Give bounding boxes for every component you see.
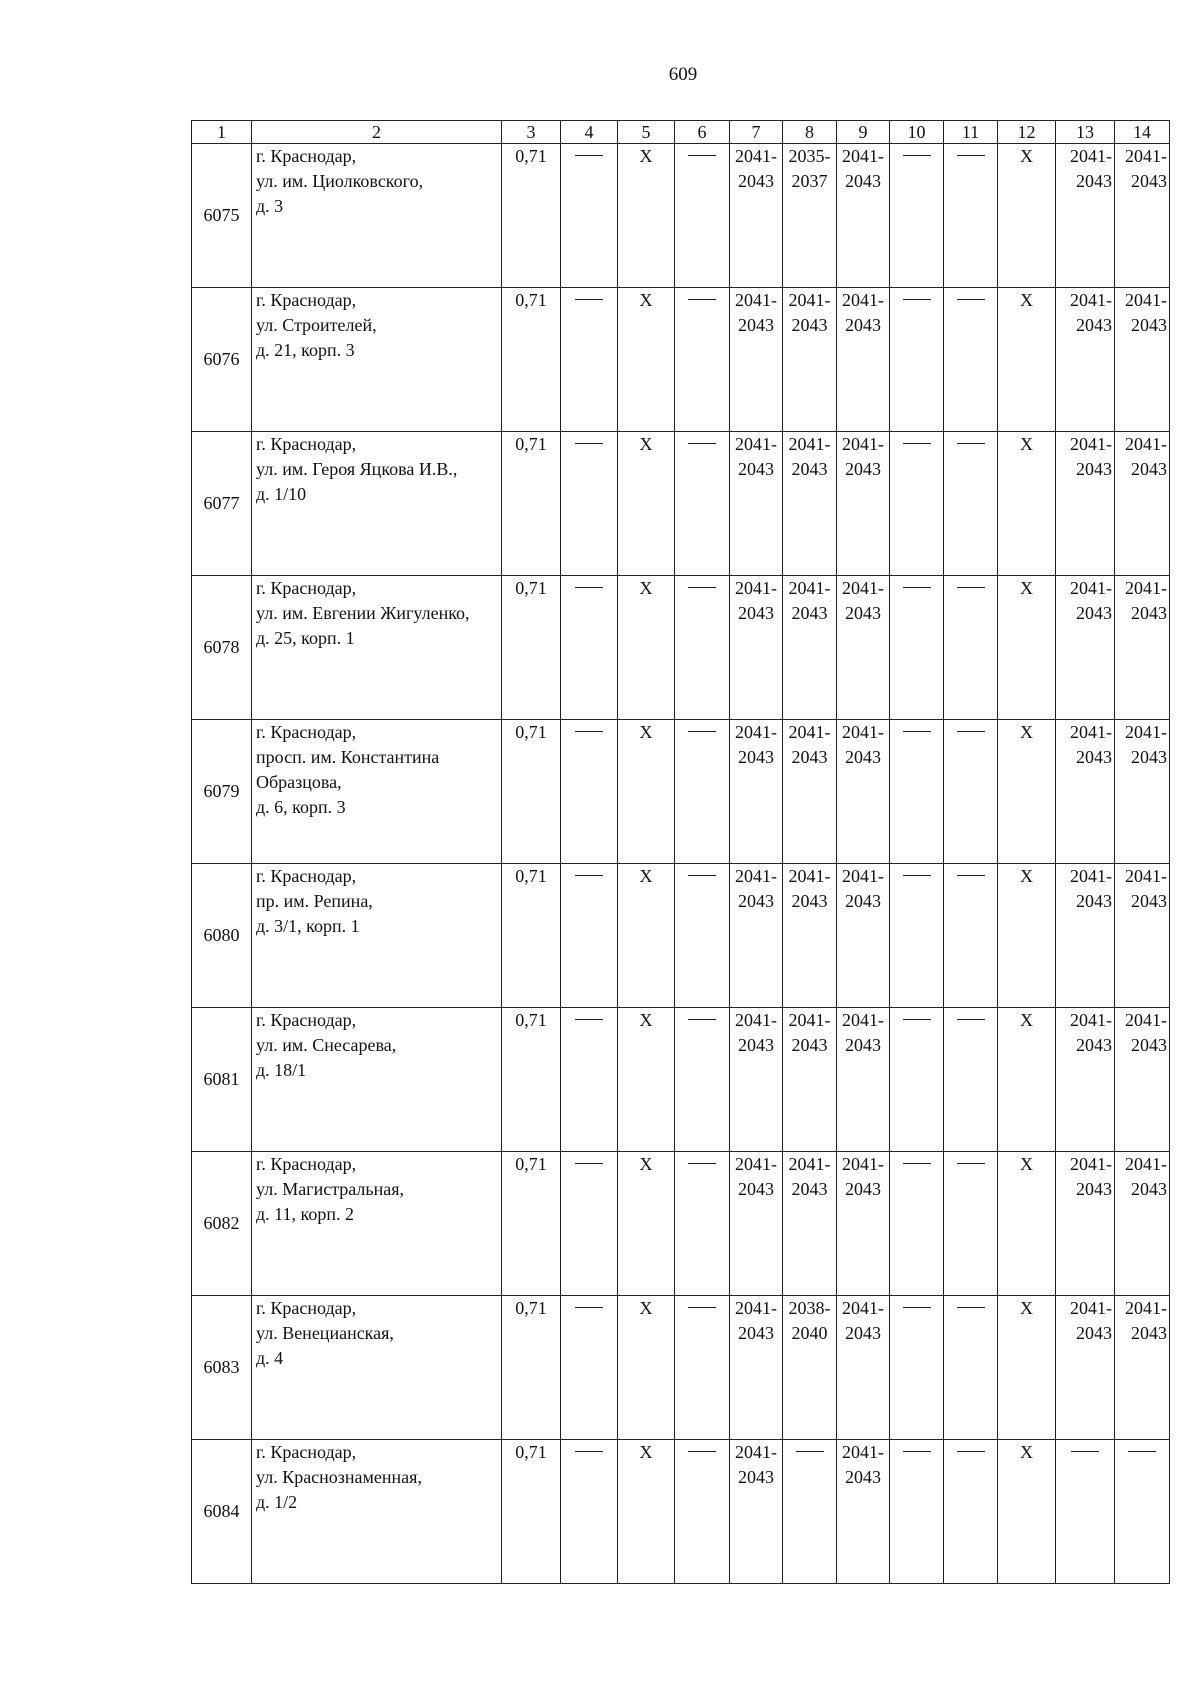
year-range-cell: 2041- 2043 <box>837 1152 890 1296</box>
dash-mark <box>957 875 985 876</box>
year-range-cell: 2041- 2043 <box>837 432 890 576</box>
dash-cell <box>561 432 618 576</box>
x-mark-cell: X <box>618 1008 675 1152</box>
dash-cell <box>561 1296 618 1440</box>
dash-mark <box>903 443 931 444</box>
address-line: ул. Венецианская, <box>256 1323 394 1343</box>
table-row <box>192 144 1170 288</box>
address-cell <box>252 288 502 432</box>
value-cell: 0,71 <box>502 720 561 864</box>
table-row <box>192 576 1170 720</box>
column-number-header <box>192 121 1170 144</box>
row-number: 6083 <box>192 1296 252 1440</box>
address-line: г. Краснодар, <box>256 1298 357 1318</box>
x-mark-cell: X <box>618 288 675 432</box>
dash-mark <box>903 587 931 588</box>
year-range-cell: 2041- 2043 <box>837 288 890 432</box>
year-range-cell: 2041- 2043 <box>1056 720 1115 864</box>
dash-cell <box>675 1152 730 1296</box>
year-range-cell: 2041- 2043 <box>730 1440 783 1584</box>
x-mark-cell: X <box>998 1440 1056 1584</box>
column-header-13: 13 <box>1056 121 1115 144</box>
dash-mark <box>1128 1451 1156 1452</box>
dash-cell <box>944 576 998 720</box>
x-mark-cell: X <box>618 432 675 576</box>
address-cell <box>252 1008 502 1152</box>
dash-mark <box>688 299 716 300</box>
dash-mark <box>688 731 716 732</box>
row-number: 6075 <box>192 144 252 288</box>
year-range-cell: 2041- 2043 <box>837 1296 890 1440</box>
year-range-cell: 2041- 2043 <box>730 864 783 1008</box>
x-mark-cell: X <box>998 864 1056 1008</box>
dash-cell <box>1056 1440 1115 1584</box>
dash-mark <box>903 731 931 732</box>
address-cell <box>252 144 502 288</box>
address-line: д. 18/1 <box>256 1060 307 1080</box>
row-number: 6080 <box>192 864 252 1008</box>
x-mark-cell: X <box>618 1296 675 1440</box>
dash-cell <box>561 1440 618 1584</box>
year-range-cell: 2041- 2043 <box>1115 288 1170 432</box>
table-row <box>192 1440 1170 1584</box>
dash-mark <box>957 299 985 300</box>
year-range-cell: 2041- 2043 <box>1115 432 1170 576</box>
dash-mark <box>688 1451 716 1452</box>
dash-cell <box>675 288 730 432</box>
dash-cell <box>783 1440 837 1584</box>
dash-cell <box>675 864 730 1008</box>
dash-cell <box>561 720 618 864</box>
dash-cell <box>561 864 618 1008</box>
dash-cell <box>675 1440 730 1584</box>
dash-cell <box>944 432 998 576</box>
dash-cell <box>890 576 944 720</box>
dash-cell <box>561 1008 618 1152</box>
dash-cell <box>890 1440 944 1584</box>
table-row <box>192 1152 1170 1296</box>
address-line: д. 4 <box>256 1348 284 1368</box>
x-mark-cell: X <box>998 288 1056 432</box>
table-body <box>192 144 1170 1584</box>
value-cell: 0,71 <box>502 1008 561 1152</box>
year-range-cell: 2041- 2043 <box>730 1008 783 1152</box>
dash-mark <box>688 1307 716 1308</box>
address-line: ул. им. Снесарева, <box>256 1035 397 1055</box>
year-range-cell: 2041- 2043 <box>1115 1296 1170 1440</box>
value-cell: 0,71 <box>502 144 561 288</box>
dash-mark <box>903 875 931 876</box>
dash-mark <box>903 1163 931 1164</box>
table-row <box>192 864 1170 1008</box>
address-line: г. Краснодар, <box>256 722 357 742</box>
dash-mark <box>688 1163 716 1164</box>
dash-mark <box>957 1019 985 1020</box>
year-range-cell: 2041- 2043 <box>730 720 783 864</box>
year-range-cell: 2041- 2043 <box>730 432 783 576</box>
year-range-cell: 2041- 2043 <box>783 720 837 864</box>
address-line: ул. Магистральная, <box>256 1179 405 1199</box>
schedule-table <box>191 120 1170 1584</box>
dash-mark <box>903 1451 931 1452</box>
dash-mark <box>688 155 716 156</box>
year-range-cell: 2041- 2043 <box>1115 144 1170 288</box>
value-cell: 0,71 <box>502 1296 561 1440</box>
dash-mark <box>688 1019 716 1020</box>
column-header-6: 6 <box>675 121 730 144</box>
column-header-7: 7 <box>730 121 783 144</box>
year-range-cell: 2041- 2043 <box>1056 144 1115 288</box>
value-cell: 0,71 <box>502 288 561 432</box>
dash-mark <box>575 1019 603 1020</box>
dash-mark <box>575 1451 603 1452</box>
address-cell <box>252 1440 502 1584</box>
value-cell: 0,71 <box>502 576 561 720</box>
address-line: г. Краснодар, <box>256 578 357 598</box>
address-cell <box>252 576 502 720</box>
dash-cell <box>1115 1440 1170 1584</box>
year-range-cell: 2038- 2040 <box>783 1296 837 1440</box>
dash-cell <box>890 432 944 576</box>
column-header-8: 8 <box>783 121 837 144</box>
year-range-cell: 2041- 2043 <box>730 1296 783 1440</box>
column-header-2: 2 <box>252 121 502 144</box>
address-line: д. 3 <box>256 196 284 216</box>
address-line: ул. Краснознаменная, <box>256 1467 422 1487</box>
dash-cell <box>890 720 944 864</box>
dash-cell <box>675 1296 730 1440</box>
dash-mark <box>957 1451 985 1452</box>
address-line: пр. им. Репина, <box>256 891 373 911</box>
x-mark-cell: X <box>998 144 1056 288</box>
dash-cell <box>675 720 730 864</box>
year-range-cell: 2041- 2043 <box>837 1440 890 1584</box>
dash-cell <box>944 1152 998 1296</box>
table-row <box>192 1008 1170 1152</box>
row-number: 6084 <box>192 1440 252 1584</box>
dash-cell <box>890 288 944 432</box>
year-range-cell: 2041- 2043 <box>1056 432 1115 576</box>
year-range-cell: 2041- 2043 <box>1115 720 1170 864</box>
table-row <box>192 720 1170 864</box>
column-header-1: 1 <box>192 121 252 144</box>
dash-cell <box>675 432 730 576</box>
dash-cell <box>944 720 998 864</box>
year-range-cell: 2041- 2043 <box>1056 1008 1115 1152</box>
year-range-cell: 2041- 2043 <box>1056 864 1115 1008</box>
year-range-cell: 2041- 2043 <box>837 1008 890 1152</box>
address-line: г. Краснодар, <box>256 1442 357 1462</box>
address-line: г. Краснодар, <box>256 434 357 454</box>
dash-cell <box>944 1440 998 1584</box>
dash-cell <box>561 144 618 288</box>
x-mark-cell: X <box>998 576 1056 720</box>
x-mark-cell: X <box>998 432 1056 576</box>
dash-mark <box>575 1307 603 1308</box>
row-number: 6079 <box>192 720 252 864</box>
address-line: д. 1/10 <box>256 484 307 504</box>
dash-cell <box>561 1152 618 1296</box>
year-range-cell: 2041- 2043 <box>837 144 890 288</box>
dash-mark <box>957 587 985 588</box>
value-cell: 0,71 <box>502 1152 561 1296</box>
column-header-3: 3 <box>502 121 561 144</box>
address-line: д. 11, корп. 2 <box>256 1204 354 1224</box>
dash-mark <box>903 1307 931 1308</box>
table-row <box>192 432 1170 576</box>
year-range-cell: 2041- 2043 <box>837 864 890 1008</box>
dash-mark <box>957 1163 985 1164</box>
address-line: д. 1/2 <box>256 1492 298 1512</box>
dash-cell <box>890 1296 944 1440</box>
address-line: д. 21, корп. 3 <box>256 340 355 360</box>
address-line: г. Краснодар, <box>256 1010 357 1030</box>
column-header-9: 9 <box>837 121 890 144</box>
address-line: г. Краснодар, <box>256 1154 357 1174</box>
year-range-cell: 2041- 2043 <box>783 576 837 720</box>
dash-cell <box>944 864 998 1008</box>
year-range-cell: 2041- 2043 <box>1115 1008 1170 1152</box>
x-mark-cell: X <box>618 720 675 864</box>
column-header-11: 11 <box>944 121 998 144</box>
dash-mark <box>575 875 603 876</box>
address-cell <box>252 432 502 576</box>
address-line: д. 25, корп. 1 <box>256 628 355 648</box>
year-range-cell: 2041- 2043 <box>783 1152 837 1296</box>
column-header-4: 4 <box>561 121 618 144</box>
dash-mark <box>903 155 931 156</box>
x-mark-cell: X <box>618 576 675 720</box>
address-line: г. Краснодар, <box>256 146 357 166</box>
value-cell: 0,71 <box>502 432 561 576</box>
year-range-cell: 2041- 2043 <box>783 432 837 576</box>
address-line: просп. им. Константина <box>256 747 440 767</box>
column-header-14: 14 <box>1115 121 1170 144</box>
row-number: 6076 <box>192 288 252 432</box>
year-range-cell: 2041- 2043 <box>730 144 783 288</box>
dash-cell <box>561 288 618 432</box>
dash-cell <box>890 1152 944 1296</box>
dash-mark <box>575 1163 603 1164</box>
year-range-cell: 2041- 2043 <box>730 288 783 432</box>
year-range-cell: 2041- 2043 <box>1115 1152 1170 1296</box>
dash-cell <box>944 288 998 432</box>
year-range-cell: 2035- 2037 <box>783 144 837 288</box>
x-mark-cell: X <box>998 1152 1056 1296</box>
address-line: д. 6, корп. 3 <box>256 797 346 817</box>
x-mark-cell: X <box>618 144 675 288</box>
address-line: ул. им. Евгении Жигуленко, <box>256 603 470 623</box>
year-range-cell: 2041- 2043 <box>1115 576 1170 720</box>
dash-cell <box>561 576 618 720</box>
year-range-cell: 2041- 2043 <box>783 1008 837 1152</box>
year-range-cell: 2041- 2043 <box>1056 288 1115 432</box>
x-mark-cell: X <box>998 1296 1056 1440</box>
address-cell <box>252 720 502 864</box>
year-range-cell: 2041- 2043 <box>1056 1296 1115 1440</box>
dash-mark <box>957 443 985 444</box>
table-row <box>192 288 1170 432</box>
dash-mark <box>957 731 985 732</box>
dash-cell <box>944 144 998 288</box>
year-range-cell: 2041- 2043 <box>1056 1152 1115 1296</box>
year-range-cell: 2041- 2043 <box>783 288 837 432</box>
dash-mark <box>903 299 931 300</box>
dash-cell <box>675 576 730 720</box>
address-line: Образцова, <box>256 772 342 792</box>
dash-cell <box>675 1008 730 1152</box>
address-line: ул. им. Героя Яцкова И.В., <box>256 459 458 479</box>
dash-cell <box>944 1008 998 1152</box>
x-mark-cell: X <box>618 1152 675 1296</box>
address-line: ул. Строителей, <box>256 315 377 335</box>
dash-mark <box>575 731 603 732</box>
dash-mark <box>903 1019 931 1020</box>
dash-mark <box>688 875 716 876</box>
dash-mark <box>575 299 603 300</box>
year-range-cell: 2041- 2043 <box>837 576 890 720</box>
dash-cell <box>675 144 730 288</box>
year-range-cell: 2041- 2043 <box>730 1152 783 1296</box>
dash-mark <box>575 587 603 588</box>
row-number: 6077 <box>192 432 252 576</box>
address-cell <box>252 1152 502 1296</box>
year-range-cell: 2041- 2043 <box>1056 576 1115 720</box>
value-cell: 0,71 <box>502 864 561 1008</box>
year-range-cell: 2041- 2043 <box>837 720 890 864</box>
dash-mark <box>688 443 716 444</box>
address-line: г. Краснодар, <box>256 866 357 886</box>
dash-mark <box>957 155 985 156</box>
x-mark-cell: X <box>618 864 675 1008</box>
dash-cell <box>890 1008 944 1152</box>
column-header-10: 10 <box>890 121 944 144</box>
row-number: 6078 <box>192 576 252 720</box>
column-header-5: 5 <box>618 121 675 144</box>
row-number: 6082 <box>192 1152 252 1296</box>
dash-mark <box>575 443 603 444</box>
page-number: 609 <box>668 64 698 85</box>
column-header-12: 12 <box>998 121 1056 144</box>
dash-cell <box>890 864 944 1008</box>
dash-mark <box>688 587 716 588</box>
year-range-cell: 2041- 2043 <box>730 576 783 720</box>
address-line: ул. им. Циолковского, <box>256 171 424 191</box>
address-line: д. 3/1, корп. 1 <box>256 916 360 936</box>
dash-cell <box>944 1296 998 1440</box>
x-mark-cell: X <box>998 1008 1056 1152</box>
value-cell: 0,71 <box>502 1440 561 1584</box>
dash-cell <box>890 144 944 288</box>
dash-mark <box>957 1307 985 1308</box>
dash-mark <box>796 1451 824 1452</box>
table-row <box>192 1296 1170 1440</box>
dash-mark <box>575 155 603 156</box>
row-number: 6081 <box>192 1008 252 1152</box>
year-range-cell: 2041- 2043 <box>783 864 837 1008</box>
address-cell <box>252 1296 502 1440</box>
dash-mark <box>1071 1451 1099 1452</box>
address-line: г. Краснодар, <box>256 290 357 310</box>
x-mark-cell: X <box>618 1440 675 1584</box>
year-range-cell: 2041- 2043 <box>1115 864 1170 1008</box>
x-mark-cell: X <box>998 720 1056 864</box>
address-cell <box>252 864 502 1008</box>
